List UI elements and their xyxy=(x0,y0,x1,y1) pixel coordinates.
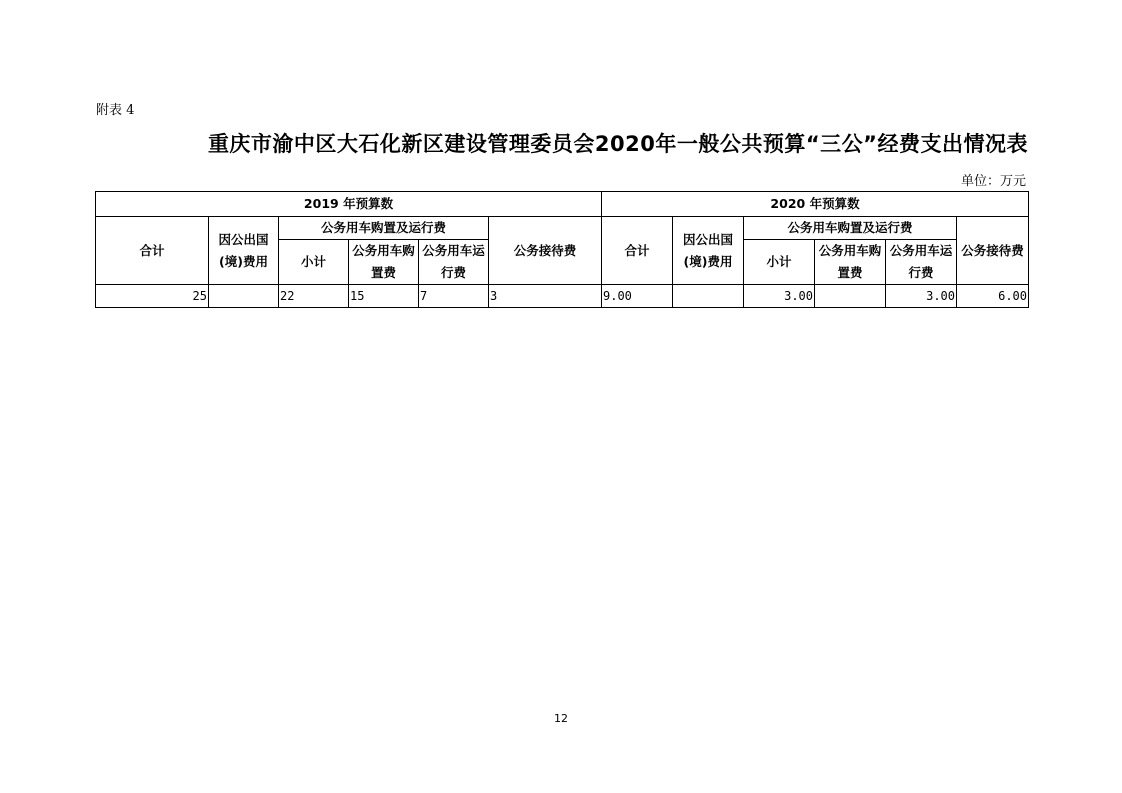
purchase-header-line2: 置费 xyxy=(837,265,863,280)
unit-label: 单位：万元 xyxy=(960,174,1026,189)
subtotal-header-2020: 小计 xyxy=(744,240,815,285)
operation-header-2019 xyxy=(419,240,489,285)
total-header-2020: 合计 xyxy=(602,217,673,285)
cell-2019-subtotal: 22 xyxy=(279,285,349,308)
year-2019-header: 2019 年预算数 xyxy=(96,192,602,217)
purchase-header-2019 xyxy=(349,240,419,285)
purchase-header-2020 xyxy=(815,240,886,285)
abroad-header-line2: (境)费用 xyxy=(219,253,268,269)
reception-header-2020: 公务接待费 xyxy=(957,217,1029,285)
year-header-row xyxy=(96,192,1029,217)
operation-header-2020 xyxy=(886,240,957,285)
year-2020-header: 2020 年预算数 xyxy=(602,192,1029,217)
vehicle-group-header-2019: 公务用车购置及运行费 xyxy=(279,217,489,240)
purchase-header-line1: 公务用车购 xyxy=(818,243,882,258)
cell-2020-reception: 6.00 xyxy=(957,285,1029,308)
operation-header-line1: 公务用车运 xyxy=(422,243,485,258)
cell-2019-total: 25 xyxy=(96,285,209,308)
cell-2020-subtotal: 3.00 xyxy=(744,285,815,308)
operation-header-line1: 公务用车运 xyxy=(889,243,953,258)
cell-2020-operation: 3.00 xyxy=(886,285,957,308)
cell-2020-abroad xyxy=(673,285,744,308)
abroad-header-line1: 因公出国 xyxy=(218,231,269,247)
page-title: 重庆市渝中区大石化新区建设管理委员会2020年一般公共预算“三公”经费支出情况表 xyxy=(207,132,1028,156)
operation-header-line2: 行费 xyxy=(908,265,934,280)
abroad-header-line2: (境)费用 xyxy=(683,253,733,269)
total-header-2019: 合计 xyxy=(96,217,209,285)
abroad-header-2019 xyxy=(209,217,279,285)
subtotal-header-2019: 小计 xyxy=(279,240,349,285)
vehicle-group-header-2020: 公务用车购置及运行费 xyxy=(744,217,957,240)
annex-label: 附表 4 xyxy=(96,103,135,118)
reception-header-2019: 公务接待费 xyxy=(489,217,602,285)
purchase-header-line1: 公务用车购 xyxy=(352,243,415,258)
cell-2019-operation: 7 xyxy=(419,285,489,308)
operation-header-line2: 行费 xyxy=(440,265,466,280)
cell-2019-abroad xyxy=(209,285,279,308)
abroad-header-2020 xyxy=(673,217,744,285)
cell-2020-total: 9.00 xyxy=(602,285,673,308)
budget-table xyxy=(95,191,1029,308)
page-number: 12 xyxy=(554,712,568,725)
table-row xyxy=(96,285,1029,308)
cell-2019-reception: 3 xyxy=(489,285,602,308)
abroad-header-line1: 因公出国 xyxy=(682,231,733,247)
purchase-header-line2: 置费 xyxy=(370,265,396,280)
cell-2019-purchase: 15 xyxy=(349,285,419,308)
cell-2020-purchase xyxy=(815,285,886,308)
column-header-row-1 xyxy=(96,217,1029,240)
